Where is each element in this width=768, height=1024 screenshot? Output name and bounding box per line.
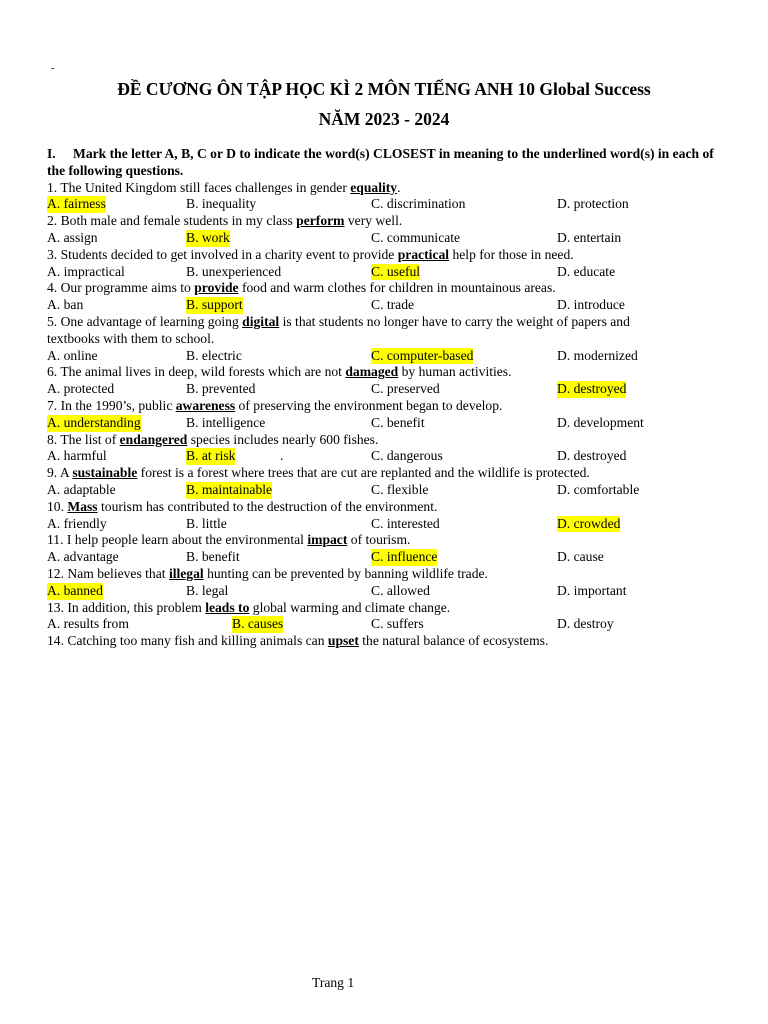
question-text: 3. Students decided to get involved in a charity event to provide	[47, 246, 398, 262]
underlined-word: leads to	[205, 599, 250, 615]
underlined-word: awareness	[175, 397, 236, 413]
question-text: 9. A	[47, 465, 73, 481]
question-text-end: .	[397, 179, 401, 195]
question-5	[47, 314, 719, 331]
question-text-end: the natural balance of ecosystems.	[358, 633, 549, 649]
document-title: ĐỀ CƯƠNG ÔN TẬP HỌC KÌ 2 MÔN TIẾNG ANH 10 Global Success	[117, 79, 651, 99]
answer-options	[47, 230, 719, 247]
underlined-word: upset	[327, 633, 359, 649]
question-text: 5. One advantage of learning going	[47, 313, 243, 329]
answer-options	[47, 297, 719, 314]
option-b: B. benefit	[186, 549, 240, 565]
question-text: 14. Catching too many fish and killing animals can	[47, 633, 328, 649]
answer-options	[47, 448, 719, 465]
option-c: C. flexible	[371, 481, 429, 497]
option-b: B. little	[186, 515, 227, 531]
option-a: A. adaptable	[47, 481, 116, 497]
question-text-end: by human activities.	[398, 364, 512, 380]
option-b: B. unexperienced	[186, 263, 282, 279]
question-text: 8. The list of	[47, 431, 120, 447]
option-b-correct: B. work	[186, 229, 230, 245]
underlined-word: provide	[194, 280, 239, 296]
option-c-correct: C. influence	[371, 549, 438, 565]
option-d: D. modernized	[557, 347, 638, 363]
question-text-end: hunting can be prevented by banning wildlife trade.	[203, 565, 488, 581]
option-a-correct: A. understanding	[47, 414, 141, 430]
option-d: D. development	[557, 414, 644, 430]
question-text-end: of preserving the environment began to develop.	[235, 397, 503, 413]
question-6	[47, 364, 719, 381]
option-c: C. benefit	[371, 414, 425, 430]
question-text: 10.	[47, 498, 68, 514]
question-text-end: of tourism.	[347, 532, 411, 548]
question-4	[47, 280, 719, 297]
question-7	[47, 398, 719, 415]
question-text: 6. The animal lives in deep, wild forests which are not	[47, 364, 346, 380]
question-text: 4. Our programme aims to	[47, 280, 195, 296]
question-text: 7. In the 1990’s, public	[47, 397, 176, 413]
answer-options	[47, 196, 719, 213]
answer-options	[47, 616, 719, 633]
option-d-correct: D. crowded	[557, 515, 621, 531]
option-b-correct: B. support	[186, 297, 243, 313]
answer-options	[47, 549, 719, 566]
question-text: 2. Both male and female students in my class	[47, 213, 297, 229]
option-c-correct: C. useful	[371, 263, 421, 279]
option-a-correct: A. banned	[47, 582, 103, 598]
question-text-end: very well.	[344, 213, 403, 229]
header-mark: -	[51, 63, 55, 74]
option-a: A. advantage	[47, 549, 119, 565]
option-d: D. entertain	[557, 229, 622, 245]
option-b: B. legal	[186, 582, 229, 598]
option-b-correct: B. maintainable	[186, 481, 273, 497]
question-8	[47, 432, 719, 449]
option-a: A. harmful	[47, 448, 107, 464]
stray-period: .	[280, 448, 284, 464]
underlined-word: Mass	[67, 498, 98, 514]
question-10	[47, 499, 719, 516]
section-heading	[47, 146, 719, 180]
option-d-correct: D. destroyed	[557, 381, 627, 397]
underlined-word: damaged	[345, 364, 399, 380]
question-12	[47, 566, 719, 583]
document-year: NĂM 2023 - 2024	[318, 109, 450, 129]
option-a-correct: A. fairness	[47, 196, 106, 212]
section-number: I.	[47, 146, 56, 161]
question-text-end: is that students no longer have to carry the weight of papers and	[279, 313, 630, 329]
option-d: D. important	[557, 582, 627, 598]
answer-options	[47, 482, 719, 499]
option-a: A. friendly	[47, 515, 107, 531]
option-c: C. dangerous	[371, 448, 443, 464]
question-section	[47, 146, 719, 650]
option-c: C. preserved	[371, 381, 440, 397]
answer-options	[47, 381, 719, 398]
underlined-word: digital	[242, 313, 280, 329]
question-text: 1. The United Kingdom still faces challenges in gender	[47, 179, 351, 195]
option-c: C. allowed	[371, 582, 430, 598]
answer-options	[47, 516, 719, 533]
question-text-end: help for those in need.	[449, 246, 574, 262]
option-a: A. assign	[47, 229, 98, 245]
question-text: 12. Nam believes that	[47, 565, 169, 581]
option-d: D. destroy	[557, 616, 614, 632]
option-b: B. intelligence	[186, 414, 266, 430]
option-d: D. cause	[557, 549, 604, 565]
section-instruction: Mark the letter A, B, C or D to indicate the word(s) CLOSEST in meaning to the underlined word(s) in each of the following questions.	[47, 146, 714, 178]
question-continuation: textbooks with them to school.	[47, 330, 215, 346]
option-b-correct: B. causes	[232, 616, 284, 632]
option-b: B. inequality	[186, 196, 257, 212]
option-d: D. destroyed	[557, 448, 627, 464]
question-2	[47, 213, 719, 230]
question-text-end: global warming and climate change.	[249, 599, 451, 615]
question-text-end: species includes nearly 600 fishes.	[187, 431, 379, 447]
option-b-correct: B. at risk	[186, 448, 236, 464]
question-text: 11. I help people learn about the environmental	[47, 532, 308, 548]
option-d: D. introduce	[557, 297, 625, 313]
underlined-word: sustainable	[72, 465, 138, 481]
underlined-word: perform	[296, 213, 345, 229]
underlined-word: practical	[397, 246, 450, 262]
option-c-correct: C. computer-based	[371, 347, 474, 363]
underlined-word: illegal	[168, 565, 204, 581]
question-text-end: tourism has contributed to the destruction of the environment.	[97, 498, 438, 514]
question-11	[47, 532, 719, 549]
question-text-end: food and warm clothes for children in mountainous areas.	[238, 280, 556, 296]
question-14	[47, 633, 719, 650]
question-text-end: forest is a forest where trees that are cut are replanted and the wildlife is protected.	[137, 465, 590, 481]
option-a: A. protected	[47, 381, 115, 397]
option-a: A. impractical	[47, 263, 125, 279]
option-c: C. suffers	[371, 616, 424, 632]
option-d: D. educate	[557, 263, 616, 279]
underlined-word: equality	[350, 179, 398, 195]
question-1	[47, 180, 719, 197]
option-d: D. comfortable	[557, 481, 640, 497]
option-a: A. results from	[47, 616, 129, 632]
option-c: C. interested	[371, 515, 440, 531]
option-c: C. trade	[371, 297, 415, 313]
question-text: 13. In addition, this problem	[47, 599, 206, 615]
option-d: D. protection	[557, 196, 629, 212]
answer-options	[47, 415, 719, 432]
option-a: A. ban	[47, 297, 84, 313]
question-3	[47, 247, 719, 264]
option-c: C. communicate	[371, 229, 461, 245]
option-b: B. electric	[186, 347, 242, 363]
page-footer: Trang 1	[312, 975, 355, 990]
answer-options	[47, 583, 719, 600]
underlined-word: endangered	[119, 431, 188, 447]
question-13	[47, 600, 719, 617]
option-a: A. online	[47, 347, 98, 363]
question-list	[47, 180, 719, 650]
question-9	[47, 465, 719, 482]
underlined-word: impact	[307, 532, 348, 548]
answer-options	[47, 348, 719, 365]
option-b: B. prevented	[186, 381, 256, 397]
answer-options	[47, 264, 719, 281]
option-c: C. discrimination	[371, 196, 466, 212]
